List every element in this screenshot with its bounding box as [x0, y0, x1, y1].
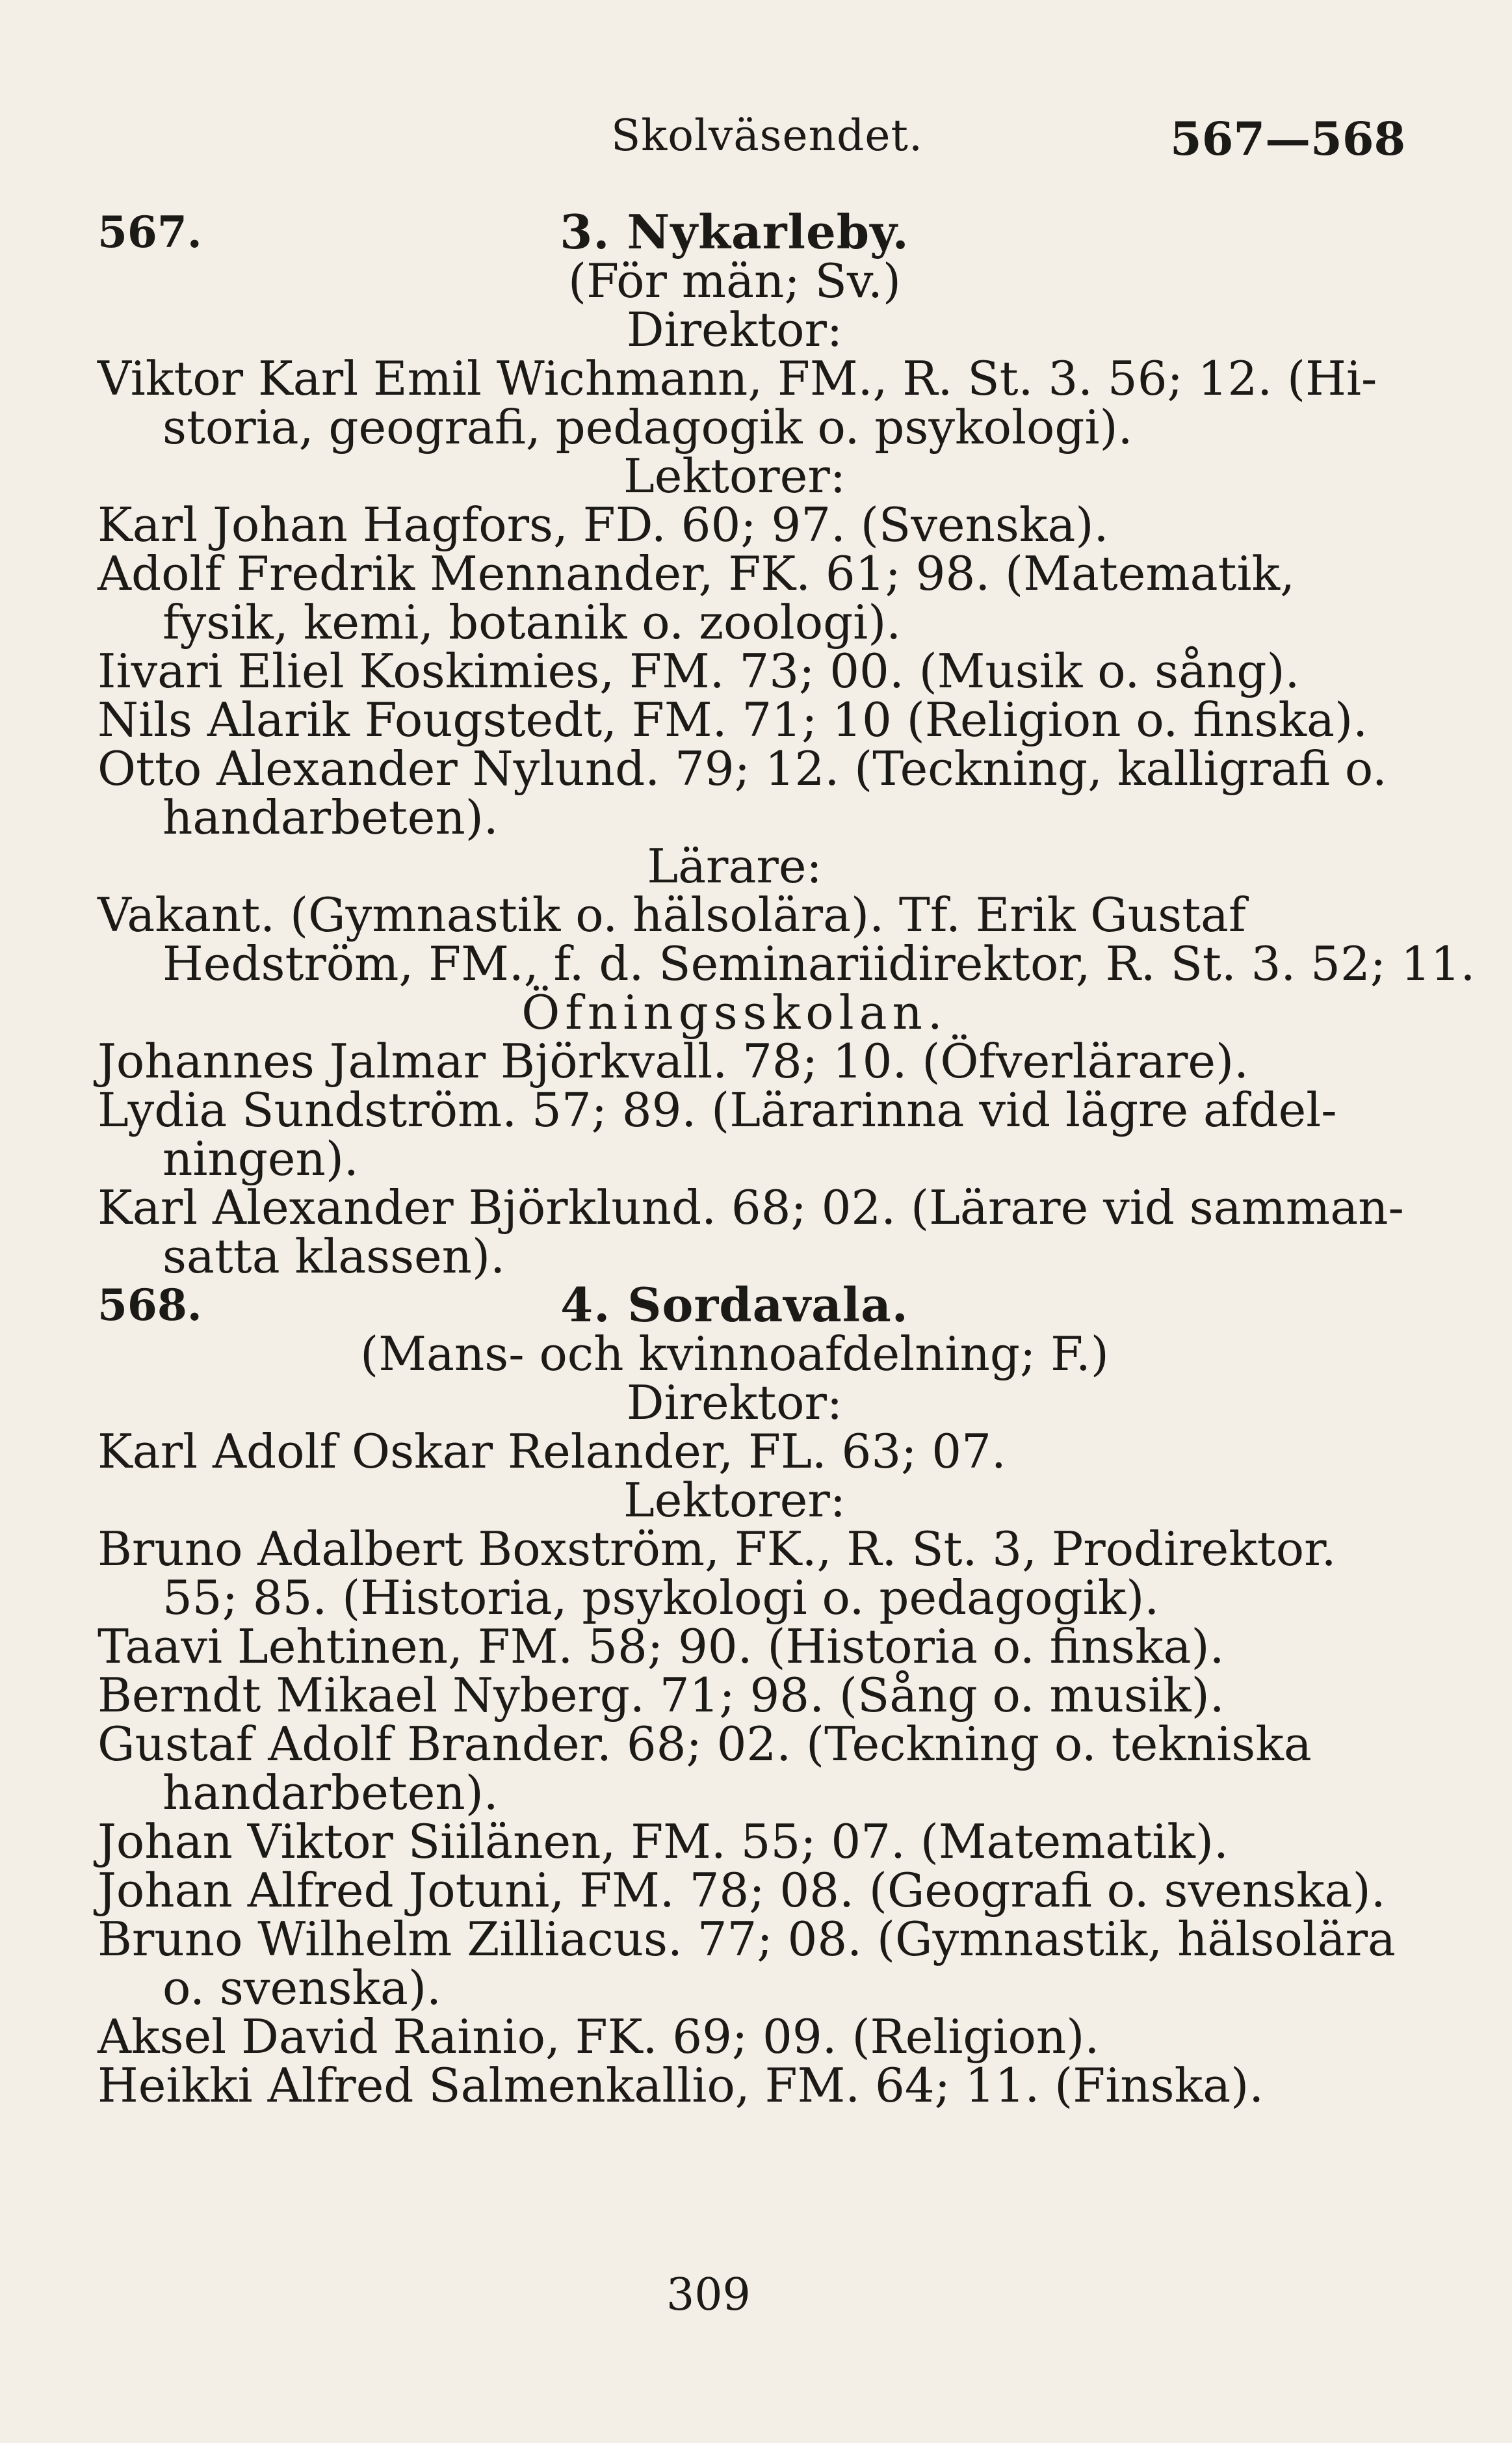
page-body [98, 203, 1476, 2115]
staff-entry: Nils Alarik Fougstedt, FM. 71; 10 (Religion o. finska). [98, 693, 1368, 747]
staff-entry-continuation: handarbeten). [163, 790, 499, 845]
section-title: 3. Nykarleby. [560, 204, 909, 259]
section-subtitle: (För män; Sv.) [568, 254, 901, 308]
staff-entry: Vakant. (Gymnastik o. hälsolära). Tf. Erik Gustaf [98, 888, 1246, 942]
staff-entry-continuation: handarbeten). [163, 1765, 499, 1820]
staff-entry: Gustaf Adolf Brander. 68; 02. (Teckning o. tekniska [98, 1717, 1312, 1771]
staff-entry-continuation: satta klassen). [163, 1229, 505, 1284]
staff-entry-continuation: o. svenska). [163, 1961, 441, 2015]
group-heading: Direktor: [626, 1375, 843, 1430]
staff-entry-continuation: fysik, kemi, botanik o. zoologi). [163, 595, 902, 650]
group-heading: Öfningsskolan. [521, 985, 948, 1040]
staff-entry: Berndt Mikael Nyberg. 71; 98. (Sång o. musik). [98, 1668, 1225, 1723]
staff-entry: Johannes Jalmar Björkvall. 78; 10. (Öfverlärare). [98, 1034, 1249, 1089]
staff-entry: Bruno Wilhelm Zilliacus. 77; 08. (Gymnastik, hälsolära [98, 1912, 1396, 1966]
section-number: 567. [98, 207, 202, 258]
staff-entry: Iivari Eliel Koskimies, FM. 73; 00. (Musik o. sång). [98, 644, 1300, 698]
staff-entry-continuation: ningen). [163, 1131, 359, 1186]
staff-entry: Johan Viktor Siilänen, FM. 55; 07. (Matematik). [98, 1814, 1229, 1869]
staff-entry: Bruno Adalbert Boxström, FK., R. St. 3, Prodirektor. [98, 1522, 1336, 1576]
section-subtitle: (Mans- och kvinnoafdelning; F.) [360, 1327, 1109, 1381]
section-number: 568. [98, 1280, 202, 1330]
staff-entry: Adolf Fredrik Mennander, FK. 61; 98. (Matematik, [98, 546, 1296, 601]
page-number: 309 [666, 2269, 751, 2321]
staff-entry: Johan Alfred Jotuni, FM. 78; 08. (Geografi o. svenska). [98, 1863, 1386, 1918]
staff-entry: Karl Adolf Oskar Relander, FL. 63; 07. [98, 1424, 1006, 1479]
section-title: 4. Sordavala. [560, 1277, 909, 1332]
staff-entry: Karl Johan Hagfors, FD. 60; 97. (Svenska). [98, 497, 1109, 552]
staff-entry: Lydia Sundström. 57; 89. (Lärarinna vid lägre afdel- [98, 1083, 1337, 1137]
group-heading: Lärare: [647, 839, 822, 893]
staff-entry: Heikki Alfred Salmenkallio, FM. 64; 11. (Finska). [98, 2058, 1264, 2113]
running-header-section-numbers: 567—568 [1170, 112, 1406, 166]
staff-entry-continuation: Hedström, FM., f. d. Seminariidirektor, R. St. 3. 52; 11. [163, 936, 1476, 991]
group-heading: Lektorer: [623, 1473, 846, 1527]
staff-entry: Taavi Lehtinen, FM. 58; 90. (Historia o. finska). [98, 1619, 1225, 1674]
staff-entry-continuation: storia, geografi, pedagogik o. psykologi). [163, 400, 1133, 455]
staff-entry: Viktor Karl Emil Wichmann, FM., R. St. 3. 56; 12. (Hi- [98, 351, 1377, 406]
group-heading: Lektorer: [623, 449, 846, 503]
staff-entry: Otto Alexander Nylund. 79; 12. (Teckning, kalligrafi o. [98, 741, 1387, 796]
staff-entry: Aksel David Rainio, FK. 69; 09. (Religion). [98, 2009, 1100, 2064]
running-header-title: Skolväsendet. [611, 111, 923, 161]
staff-entry-continuation: 55; 85. (Historia, psykologi o. pedagogik). [163, 1570, 1160, 1625]
group-heading: Direktor: [626, 302, 843, 357]
staff-entry: Karl Alexander Björklund. 68; 02. (Lärare vid samman- [98, 1180, 1404, 1235]
